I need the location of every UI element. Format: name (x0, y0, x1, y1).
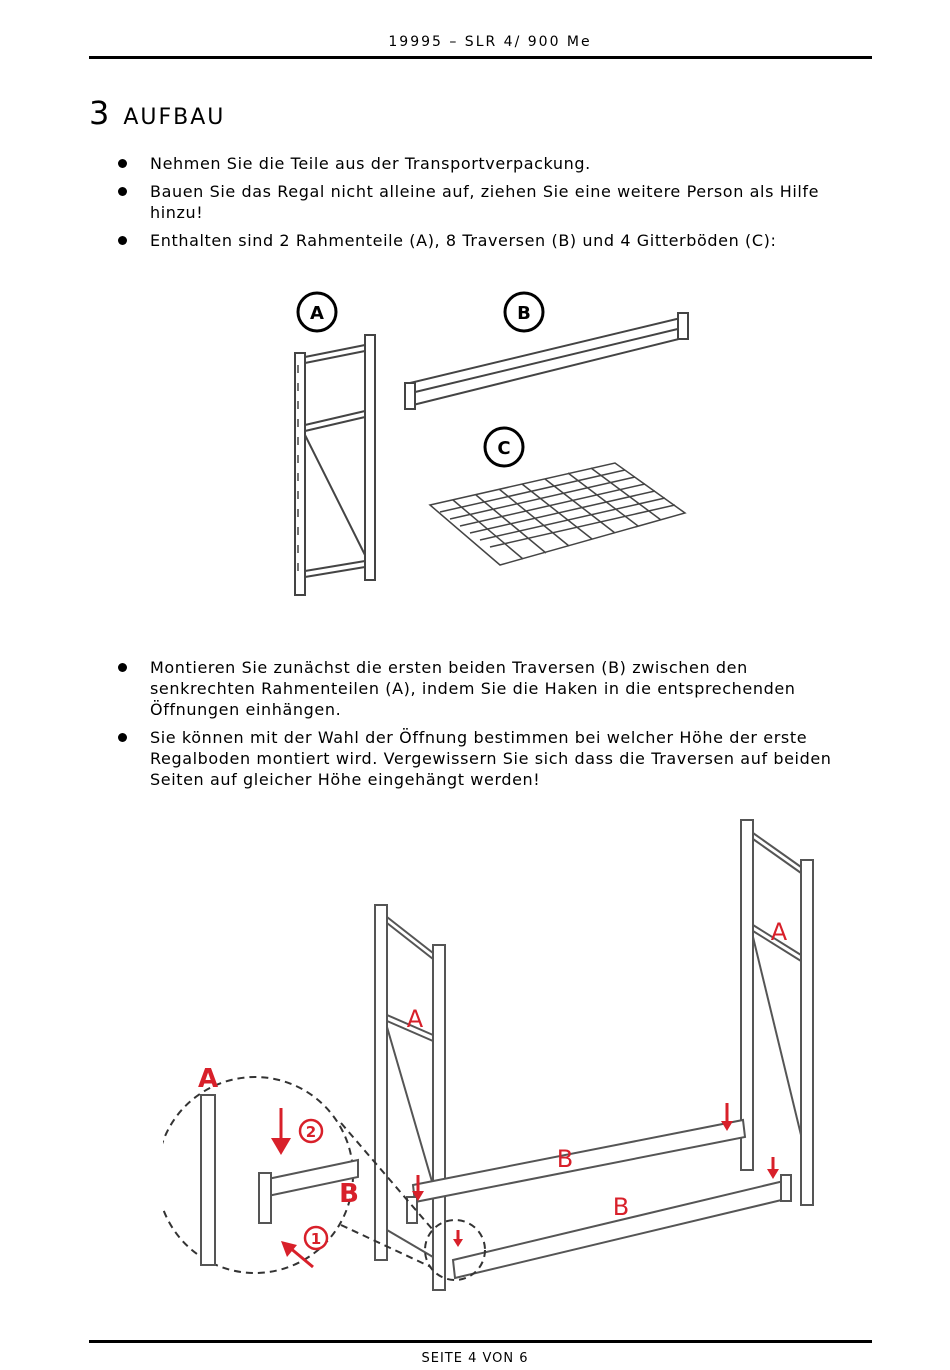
assembly-illustration (163, 805, 818, 1310)
bullet-list-contents (118, 153, 853, 258)
list-item: Enthalten sind 2 Rahmenteile (A), 8 Traversen (B) und 4 Gitterböden (C): (118, 230, 853, 251)
bullet-icon (118, 663, 127, 672)
beam-label-back: B (556, 1145, 574, 1173)
frame-label-right: A (770, 918, 788, 946)
beam-part-illustration (405, 313, 688, 409)
detail-beam-label: B (339, 1179, 359, 1209)
list-item: Montieren Sie zunächst die ersten beiden Traversen (B) zwischen den senkrechten Rahmenteilen (A), indem Sie die Haken in die entsprechenden Öffnungen einhängen. (118, 657, 853, 720)
frame-part-illustration (295, 335, 375, 595)
frame-label-left: A (406, 1005, 424, 1033)
bullet-icon (118, 733, 127, 742)
header-rule (89, 56, 872, 59)
left-frame-illustration (375, 905, 445, 1290)
bullet-icon (118, 159, 127, 168)
list-item: Nehmen Sie die Teile aus der Transportverpackung. (118, 153, 853, 174)
step-1-label: 1 (310, 1230, 322, 1248)
bullet-list-assembly (118, 657, 853, 797)
beam-label-front: B (612, 1193, 630, 1221)
part-c-label: C (497, 438, 511, 459)
footer-page-number: SEITE 4 VON 6 (421, 1351, 529, 1366)
part-a-label: A (310, 303, 324, 324)
right-frame-illustration (741, 820, 813, 1205)
parts-illustration (285, 275, 695, 610)
bullet-icon (118, 187, 127, 196)
section-heading (89, 94, 225, 132)
part-b-label: B (517, 303, 531, 324)
footer-rule (89, 1340, 872, 1343)
bullet-icon (118, 236, 127, 245)
detail-frame-label: A (197, 1064, 219, 1094)
list-item: Bauen Sie das Regal nicht alleine auf, ziehen Sie eine weitere Person als Hilfe hinzu! (118, 181, 853, 223)
section-number: 3 (89, 94, 110, 132)
back-beam-illustration (413, 1120, 745, 1202)
list-item: Sie können mit der Wahl der Öffnung bestimmen bei welcher Höhe der erste Regalboden montiert wird. Vergewissern Sie sich dass die Traversen auf beiden Seiten auf gleicher Höhe eingehängt werden! (118, 727, 853, 790)
grid-part-illustration (430, 463, 685, 565)
header-doc-id: 19995 – SLR 4/ 900 Me (388, 34, 592, 50)
step-2-label: 2 (305, 1123, 317, 1141)
section-title: AUFBAU (123, 105, 226, 130)
